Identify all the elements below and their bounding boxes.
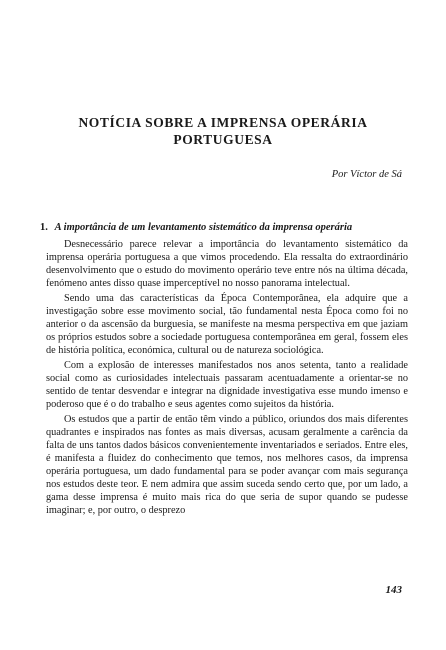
paragraph: Sendo uma das características da Época Contemporânea, ela adquire que a investigação sobre esse movimento social, tão fundamental nesta Época como foi no anterior o da ascensão da burguesia, se manifeste na mesma perspectiva em que jaziam os próprios estudos sobre a sociedade portuguesa contemporânea em geral, fossem eles de história política, económica, cultural ou de natureza sociológica. — [46, 293, 408, 356]
author-byline: Por Víctor de Sá — [331, 169, 402, 180]
paragraph: Desnecessário parece relevar a importância do levantamento sistemático da imprensa operária portuguesa a que vimos procedendo. Ela ressalta do extraordinário desenvolvimento que o estudo do movimento operário teve entre nós na última década, fenómeno antes disso quase imperceptível no nosso panorama intelectual. — [46, 239, 408, 289]
paragraph: Com a explosão de interesses manifestados nos anos setenta, tanto a realidade social como as curiosidades intelectuais passaram acentuadamente a orientar-se no sentido de tentar desvendar e integrar na dignidade investigativa esse mundo imenso e poderoso que é o do trabalho e seus agentes como sujeitos da história. — [46, 360, 408, 410]
section-number: 1. — [40, 222, 48, 233]
article-title — [0, 114, 446, 148]
body-text — [46, 238, 408, 519]
title-line-1: NOTÍCIA SOBRE A IMPRENSA OPERÁRIA — [78, 115, 368, 130]
paragraph: Os estudos que a partir de então têm vindo a público, oriundos dos mais diferentes quadrantes e inspirados nas fontes as mais diversas, acusam geralmente a carência da falta de uns tantos dados básicos convenientemente inventariados e seriados. Entre eles, é manifesta a fluidez do conhecimento que temos, nos melhores casos, da imprensa operária portuguesa, um dado fundamental para se poder avançar com mais segurança nos estudos deste teor. E nem admira que assim suceda sendo certo que, por um lado, a gama desse imprensa é muito mais rica do que seria de supor quando se pudesse imaginar; e, por outro, o desprezo — [46, 414, 408, 516]
page-number: 143 — [385, 584, 402, 596]
section-heading — [40, 222, 420, 233]
section-heading-text: A importância de um levantamento sistemático da imprensa operária — [54, 222, 353, 233]
title-line-2: PORTUGUESA — [173, 132, 273, 147]
